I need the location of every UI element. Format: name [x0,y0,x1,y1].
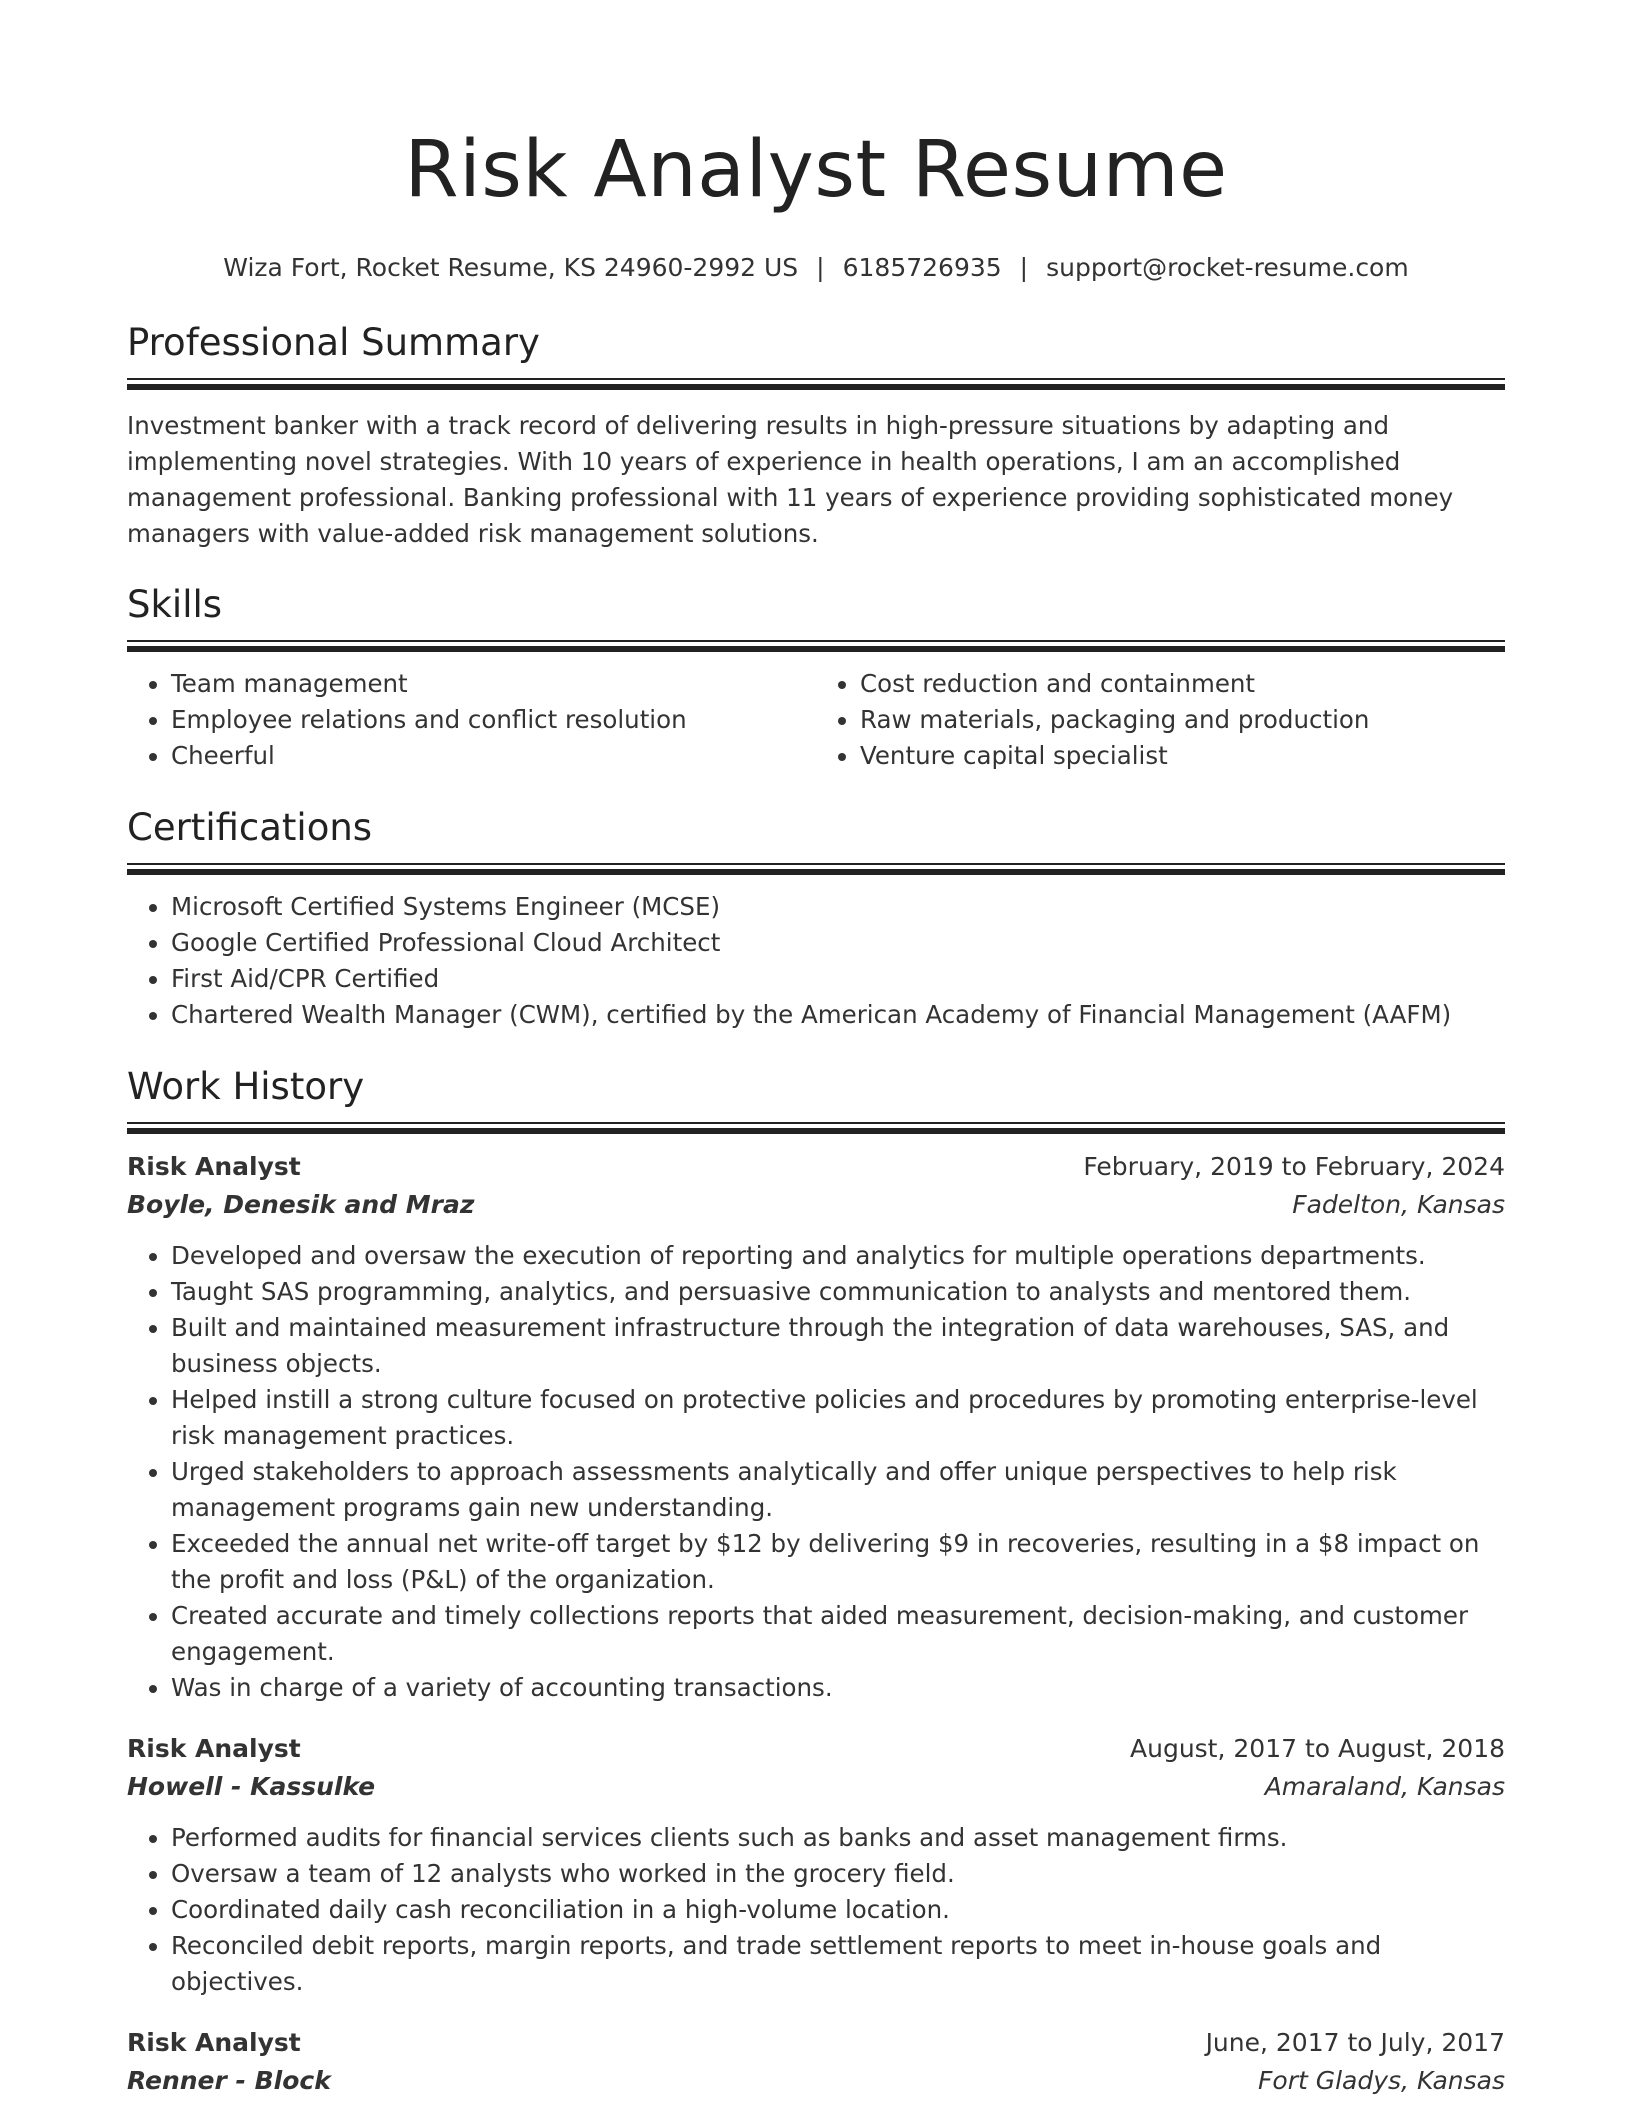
certification-item: • Chartered Wealth Manager (CWM), certified by the American Academy of Financial Management (AAFM) [171,997,1505,1033]
certifications-list [127,889,1505,1033]
job-bullets [127,1820,1505,2000]
section-divider [127,1122,1505,1134]
job-bullet: • Taught SAS programming, analytics, and persuasive communication to analysts and mentored them. [171,1274,1505,1310]
job-title: Risk Analyst [127,1152,301,1181]
job-bullet: • Oversaw a team of 12 analysts who worked in the grocery field. [171,1856,1505,1892]
job-location: Amaraland, Kansas [1264,1772,1505,1801]
job-subheader [127,1768,1505,1806]
job-entry [127,2024,1505,2100]
certification-item: • Google Certified Professional Cloud Architect [171,925,1505,961]
skill-item: • Cheerful [171,738,816,774]
page-title: Risk Analyst Resume [404,125,1228,215]
skills-heading: Skills [127,583,223,626]
job-bullets [127,1238,1505,1706]
work-history-section [127,1063,1505,2100]
certification-item: • First Aid/CPR Certified [171,961,1505,997]
job-entry [127,1730,1505,2000]
job-header [127,1730,1505,1768]
skills-grid [127,666,1505,774]
contact-email: support@rocket-resume.com [1046,253,1409,282]
certifications-section [127,804,1505,1033]
job-dates: February, 2019 to February, 2024 [1083,1152,1505,1181]
certifications-heading: Certifications [127,806,373,849]
skill-item: • Cost reduction and containment [860,666,1505,702]
skill-item: • Team management [171,666,816,702]
job-bullet: • Reconciled debit reports, margin reports, and trade settlement reports to meet in-house goals and objectives. [171,1928,1505,2000]
job-bullet: • Performed audits for financial services clients such as banks and asset management firms. [171,1820,1505,1856]
job-company: Howell - Kassulke [127,1772,376,1801]
job-dates: August, 2017 to August, 2018 [1130,1734,1505,1763]
job-bullet: • Helped instill a strong culture focused on protective policies and procedures by promoting enterprise-level risk management practices. [171,1382,1505,1454]
job-subheader [127,2062,1505,2100]
job-location: Fadelton, Kansas [1292,1190,1505,1219]
job-header [127,2024,1505,2062]
contact-address: Wiza Fort, Rocket Resume, KS 24960-2992 US [223,253,799,282]
job-bullet: • Coordinated daily cash reconciliation in a high-volume location. [171,1892,1505,1928]
job-bullet: • Exceeded the annual net write-off target by $12 by delivering $9 in recoveries, resulting in a $8 impact on the profit and loss (P&L) of the organization. [171,1526,1505,1598]
section-divider [127,640,1505,652]
summary-text: Investment banker with a track record of delivering results in high-pressure situations by adapting and implementing novel strategies. With 10 years of experience in health operations, I am an accomplished management professional. Banking professional with 11 years of experience providing sophisticated money managers with value-added risk management solutions. [127,411,1454,548]
skill-item: • Raw materials, packaging and production [860,702,1505,738]
job-bullet: • Created accurate and timely collections reports that aided measurement, decision-making, and customer engagement. [171,1598,1505,1670]
summary-section [127,319,1505,552]
skill-item: • Venture capital specialist [860,738,1505,774]
job-location: Fort Gladys, Kansas [1258,2066,1505,2095]
contact-info [127,250,1505,286]
section-divider [127,378,1505,390]
job-header [127,1148,1505,1186]
certification-item: • Microsoft Certified Systems Engineer (MCSE) [171,889,1505,925]
contact-separator: | [816,253,825,282]
section-divider [127,863,1505,875]
job-entry [127,1148,1505,1706]
contact-phone: 6185726935 [842,253,1002,282]
skill-item: • Employee relations and conflict resolution [171,702,816,738]
job-dates: June, 2017 to July, 2017 [1205,2028,1505,2057]
work-history-heading: Work History [127,1065,365,1108]
job-title: Risk Analyst [127,1734,301,1763]
skills-list-left [127,666,816,774]
job-bullet: • Urged stakeholders to approach assessments analytically and offer unique perspectives to help risk management programs gain new understanding. [171,1454,1505,1526]
job-company: Boyle, Denesik and Mraz [127,1190,475,1219]
job-bullet: • Developed and oversaw the execution of reporting and analytics for multiple operations departments. [171,1238,1505,1274]
contact-separator: | [1019,253,1029,282]
job-company: Renner - Block [127,2066,331,2095]
job-bullet: • Was in charge of a variety of accounting transactions. [171,1670,1505,1706]
job-bullet: • Built and maintained measurement infrastructure through the integration of data warehouses, SAS, and business objects. [171,1310,1505,1382]
skills-list-right [816,666,1505,774]
skills-section [127,581,1505,774]
job-subheader [127,1186,1505,1224]
summary-heading: Professional Summary [127,321,540,364]
job-title: Risk Analyst [127,2028,301,2057]
